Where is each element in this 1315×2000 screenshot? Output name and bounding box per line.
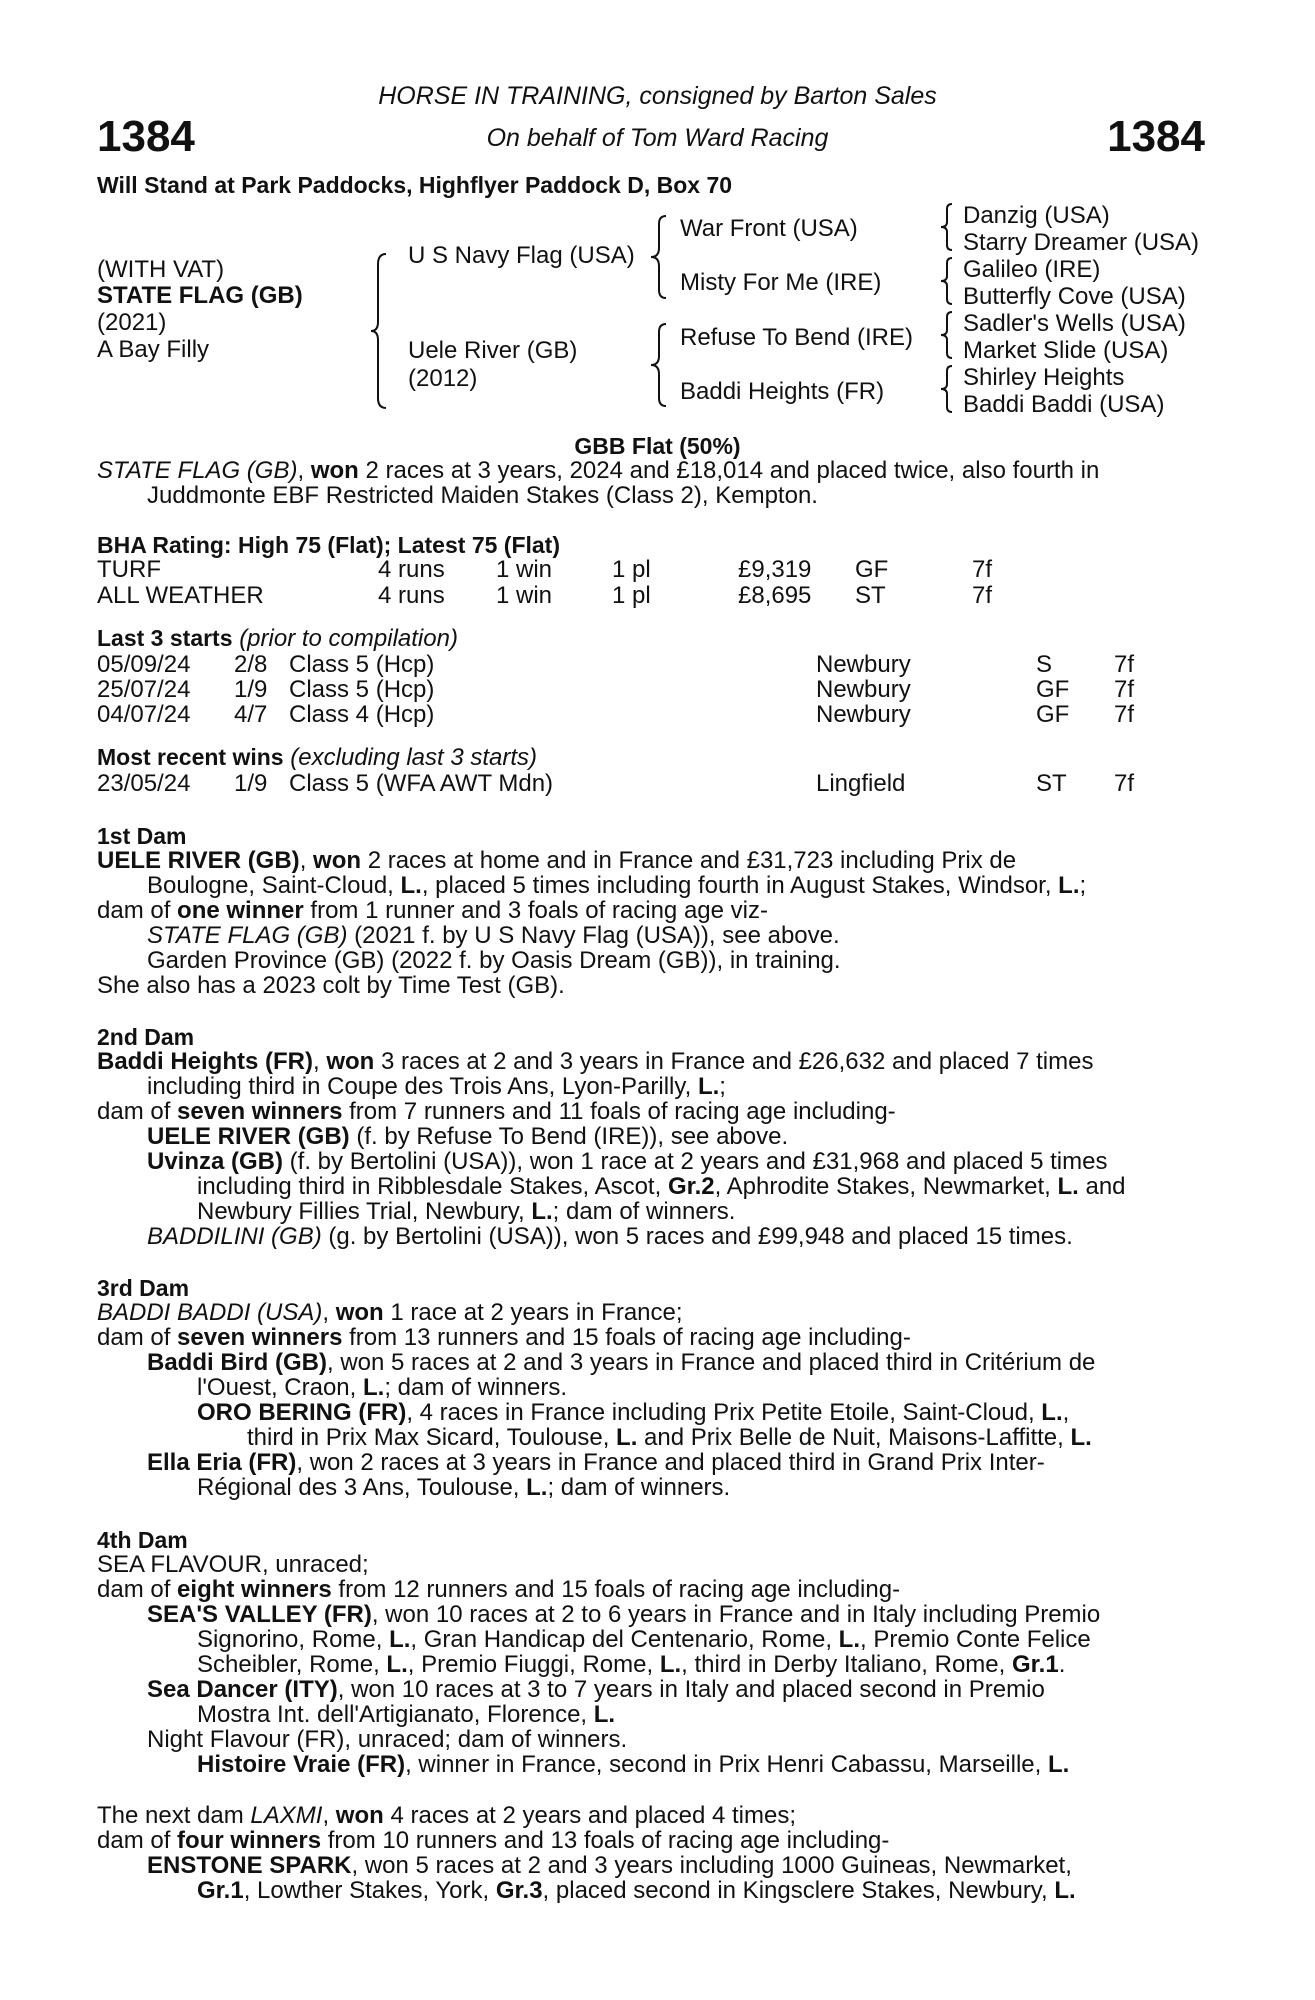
listed-badge: L.: [1070, 1424, 1092, 1451]
group-badge: Gr.1: [197, 1877, 244, 1904]
consignor-line: HORSE IN TRAINING, consigned by Barton Sales: [378, 82, 937, 110]
listed-badge: L.: [1058, 872, 1080, 899]
last3-row3-class: Class 4 (Hcp): [289, 701, 435, 728]
bha-turf-runs: 4 runs: [378, 556, 445, 583]
nextdam-l3-text: , won 5 races at 2 and 3 years including 1000 Guineas, Newmarket,: [351, 1852, 1072, 1879]
listed-badge: L.: [616, 1424, 638, 1451]
dam4-l2-pre: dam of: [97, 1576, 178, 1603]
dam3-l4-end: ; dam of winners.: [384, 1374, 568, 1401]
last3-title: Last 3 starts: [97, 625, 233, 651]
bha-aw-surface: ALL WEATHER: [97, 582, 264, 609]
dam4-l5-text3: , third in Derby Italiano, Rome,: [681, 1651, 1012, 1678]
bha-aw-distance: 7f: [972, 582, 993, 609]
dam2-won: won: [326, 1048, 375, 1075]
dam4-l7-text: Mostra Int. dell'Artigianato, Florence,: [197, 1701, 594, 1728]
bha-turf-going: GF: [855, 556, 889, 583]
listed-badge: L.: [838, 1626, 860, 1653]
dam2-l7-text: Newbury Fillies Trial, Newbury,: [197, 1198, 532, 1225]
group-badge: Gr.3: [495, 1877, 543, 1904]
listed-badge: L.: [386, 1651, 408, 1678]
dam1-l2-text2: , placed 5 times including fourth in August Stakes, Windsor,: [421, 872, 1059, 899]
dam3-line-2: [97, 1325, 911, 1350]
pedigree-brace: [940, 310, 954, 360]
last3-row1-going: S: [1036, 651, 1053, 678]
dam-sire: Refuse To Bend (IRE): [680, 324, 914, 351]
dam4-l3-text: , won 10 races at 2 to 6 years in France and in Italy including Premio: [371, 1601, 1101, 1628]
dam4-heading: 4th Dam: [97, 1527, 188, 1553]
listed-badge: L.: [593, 1701, 616, 1728]
last3-row1-date: 05/09/24: [97, 651, 191, 678]
vat-status: (WITH VAT): [97, 256, 225, 283]
nextdam-progeny: ENSTONE SPARK: [147, 1852, 352, 1879]
dam3-l6-text: third in Prix Max Sicard, Toulouse,: [247, 1424, 617, 1451]
dam4-l2-text: from 12 runners and 15 foals of racing age including-: [331, 1576, 901, 1603]
dam1-line-4: [147, 923, 840, 948]
last3-note: (prior to compilation): [239, 625, 458, 652]
recent-row1-date: 23/05/24: [97, 770, 191, 797]
sire-name: U S Navy Flag (USA): [408, 242, 635, 269]
recent-row1-going: ST: [1036, 770, 1067, 797]
dam3-progeny-1: Baddi Bird (GB): [147, 1349, 327, 1376]
horse-year: (2021): [97, 309, 167, 336]
dam3-heading: 3rd Dam: [97, 1275, 190, 1301]
listed-badge: L.: [1054, 1877, 1076, 1904]
on-behalf-line: On behalf of Tom Ward Racing: [486, 124, 829, 152]
dam2-l5-text: (f. by Bertolini (USA)), won 1 race at 2 years and £31,968 and placed 5 times: [283, 1148, 1108, 1175]
nextdam-name: LAXMI: [250, 1802, 323, 1829]
dam2-progeny-1: UELE RIVER (GB): [147, 1123, 350, 1150]
dam4-grandprogeny: Histoire Vraie (FR): [197, 1751, 406, 1778]
dam-name: Uele River (GB): [408, 337, 578, 364]
last3-row2-class: Class 5 (Hcp): [289, 676, 435, 703]
dam3-progeny-2: Ella Eria (FR): [147, 1449, 297, 1476]
dam3-name: BADDI BADDI (USA): [97, 1299, 323, 1326]
lot-number-left: 1384: [97, 112, 195, 161]
dam4-l5-text2: , Premio Fiuggi, Rome,: [407, 1651, 660, 1678]
summary-line-2: Juddmonte EBF Restricted Maiden Stakes (Class 2), Kempton.: [147, 482, 818, 509]
dam2-l6-text: including third in Ribblesdale Stakes, Ascot,: [197, 1173, 668, 1200]
bha-aw-going: ST: [855, 582, 886, 609]
dam-year: (2012): [408, 365, 478, 392]
dam3-line-8: [197, 1475, 730, 1500]
dam2-l3-pre: dam of: [97, 1098, 178, 1125]
nextdam-text: 4 races at 2 years and placed 4 times;: [383, 1802, 797, 1829]
summary-horse-name: STATE FLAG (GB): [97, 457, 298, 484]
dam3-l8-text: Régional des 3 Ans, Toulouse,: [197, 1474, 527, 1501]
dam1-line-5: Garden Province (GB) (2022 f. by Oasis Dream (GB)), in training.: [147, 947, 841, 974]
dam2-progeny-2: Uvinza (GB): [147, 1148, 284, 1175]
pedigree-brace: [370, 252, 388, 410]
nextdam-l4-text2: , placed second in Kingsclere Stakes, Newbury,: [542, 1877, 1055, 1904]
recent-note: (excluding last 3 starts): [290, 744, 538, 771]
last3-row1-pos: 2/8: [234, 651, 268, 678]
dam3-winners-count: seven winners: [177, 1324, 343, 1351]
listed-badge: L.: [1057, 1173, 1079, 1200]
dam4-line-2: [97, 1577, 900, 1602]
dam2-l2-text: including third in Coupe des Trois Ans, Lyon-Parilly,: [147, 1073, 698, 1100]
nextdam-l4-text: , Lowther Stakes, York,: [243, 1877, 496, 1904]
pedigree-brace: [940, 364, 954, 414]
last3-row3-pos: 4/7: [234, 701, 268, 728]
dam2-l8-text: (g. by Bertolini (USA)), won 5 races and £99,948 and placed 15 times.: [321, 1223, 1073, 1250]
dam2-l4-text: (f. by Refuse To Bend (IRE)), see above.: [349, 1123, 789, 1150]
listed-badge: L.: [531, 1198, 553, 1225]
dam1-won: won: [313, 847, 362, 874]
bha-turf-placed: 1 pl: [612, 556, 651, 583]
listed-badge: L.: [1041, 1399, 1063, 1426]
nextdam-line-4: [197, 1878, 1076, 1903]
dam2-line-8: [147, 1224, 1073, 1249]
listed-badge: L.: [659, 1651, 682, 1678]
nextdam-winners-count: four winners: [177, 1827, 322, 1854]
dam2-line-2: [147, 1074, 726, 1099]
dam1-line-2: [147, 873, 1086, 898]
bha-turf-distance: 7f: [972, 556, 993, 583]
nextdam-l2-text: from 10 runners and 13 foals of racing age including-: [321, 1827, 890, 1854]
dam3-grandprogeny: ORO BERING (FR): [197, 1399, 407, 1426]
sire-sire: War Front (USA): [680, 215, 858, 242]
dam2-progeny-3: BADDILINI (GB): [147, 1223, 322, 1250]
gbb-status: GBB Flat (50%): [574, 433, 741, 459]
dam2-line-4: [147, 1124, 788, 1149]
listed-badge: L.: [389, 1626, 411, 1653]
recent-heading: [97, 745, 537, 770]
dam2-line-3: [97, 1099, 896, 1124]
dsd-name: Market Slide (USA): [963, 337, 1169, 364]
last3-row3-going: GF: [1036, 701, 1070, 728]
recent-row1-course: Lingfield: [816, 770, 906, 797]
dam2-line-6: [197, 1174, 1126, 1199]
dam-dam: Baddi Heights (FR): [680, 378, 885, 405]
recent-title: Most recent wins: [97, 744, 284, 770]
nextdam-line-3: [147, 1853, 1072, 1878]
nextdam-line-1: [97, 1803, 796, 1828]
dam1-l4-text: (2021 f. by U S Navy Flag (USA)), see above.: [347, 922, 840, 949]
nextdam-line-2: [97, 1828, 889, 1853]
dam4-l5-text: Scheibler, Rome,: [197, 1651, 387, 1678]
listed-badge: L.: [526, 1474, 548, 1501]
dam2-line-1: Baddi Heights (FR), won 3 races at 2 and 3 years in France and £26,632 and placed 7 times: [97, 1048, 1094, 1075]
dam1-progeny-name: STATE FLAG (GB): [147, 922, 348, 949]
bha-turf-money: £9,319: [738, 556, 812, 583]
dam2-l6-end: and: [1078, 1173, 1126, 1200]
group-badge: Gr.1: [1011, 1651, 1059, 1678]
dam3-l6-text2: and Prix Belle de Nuit, Maisons-Laffitte,: [637, 1424, 1071, 1451]
dam4-l4-text2: , Gran Handicap del Centenario, Rome,: [410, 1626, 839, 1653]
dam4-line-6: [147, 1677, 1045, 1702]
dam3-line-6: [247, 1425, 1092, 1450]
bha-rating-title: BHA Rating: High 75 (Flat); Latest 75 (Flat): [97, 532, 560, 558]
last3-row2-dist: 7f: [1114, 676, 1135, 703]
summary-won: won: [310, 457, 359, 484]
horse-name: STATE FLAG (GB): [97, 282, 303, 309]
dam4-l4-text3: , Premio Conte Felice: [859, 1626, 1091, 1653]
dam4-line-9: [197, 1752, 1069, 1777]
dam3-l8-end: ; dam of winners.: [547, 1474, 731, 1501]
bha-aw-wins: 1 win: [496, 582, 553, 609]
recent-row1-dist: 7f: [1114, 770, 1135, 797]
listed-badge: L.: [697, 1073, 720, 1100]
dam4-l9-text: , winner in France, second in Prix Henri Cabassu, Marseille,: [405, 1751, 1048, 1778]
summary-text: 2 races at 3 years, 2024 and £18,014 and placed twice, also fourth in: [358, 457, 1100, 484]
dam1-text: 2 races at home and in France and £31,723 including Prix de: [361, 847, 1017, 874]
ddd-name: Baddi Baddi (USA): [963, 391, 1165, 418]
sss-name: Danzig (USA): [963, 202, 1110, 229]
dam4-line-1: SEA FLAVOUR, unraced;: [97, 1551, 369, 1578]
dam1-line-1: UELE RIVER (GB), won 2 races at home and in France and £31,723 including Prix de: [97, 847, 1017, 874]
dds-name: Shirley Heights: [963, 364, 1125, 391]
dam3-won: won: [335, 1299, 384, 1326]
dam4-line-7: [197, 1702, 615, 1727]
dam2-l6-text2: , Aphrodite Stakes, Newmarket,: [714, 1173, 1058, 1200]
last3-row3-date: 04/07/24: [97, 701, 191, 728]
sds-name: Galileo (IRE): [963, 256, 1101, 283]
dam4-l4-text: Signorino, Rome,: [197, 1626, 390, 1653]
dam2-heading: 2nd Dam: [97, 1024, 195, 1050]
dam2-winners-count: seven winners: [177, 1098, 343, 1125]
dam1-winners-count: one winner: [177, 897, 304, 924]
pedigree-brace: [650, 322, 668, 408]
dam1-line-6: She also has a 2023 colt by Time Test (GB).: [97, 972, 565, 999]
dam2-text: 3 races at 2 and 3 years in France and £26,632 and placed 7 times: [374, 1048, 1094, 1075]
dam4-l5-end: .: [1058, 1651, 1066, 1678]
dam3-l5-end: ,: [1062, 1399, 1070, 1426]
bha-aw-money: £8,695: [738, 582, 812, 609]
dam1-line-3: [97, 898, 768, 923]
bha-aw-runs: 4 runs: [378, 582, 445, 609]
dam4-line-8: Night Flavour (FR), unraced; dam of winners.: [147, 1726, 628, 1753]
dam1-l2-end: ;: [1079, 872, 1087, 899]
dam2-line-7: [197, 1199, 735, 1224]
dam3-l5-text: , 4 races in France including Prix Petite Etoile, Saint-Cloud,: [406, 1399, 1042, 1426]
dam3-l3-text: , won 5 races at 2 and 3 years in France and placed third in Critérium de: [327, 1349, 1096, 1376]
dam4-winners-count: eight winners: [177, 1576, 332, 1603]
dam1-heading: 1st Dam: [97, 823, 187, 849]
dam3-l4-text: l'Ouest, Craon,: [197, 1374, 363, 1401]
sire-dam: Misty For Me (IRE): [680, 269, 882, 296]
bha-aw-placed: 1 pl: [612, 582, 651, 609]
dss-name: Sadler's Wells (USA): [963, 310, 1186, 337]
stand-location: Will Stand at Park Paddocks, Highflyer Paddock D, Box 70: [97, 172, 733, 198]
nextdam-won: won: [335, 1802, 384, 1829]
ssd-name: Starry Dreamer (USA): [963, 229, 1200, 256]
horse-description: A Bay Filly: [97, 336, 210, 363]
last3-row2-going: GF: [1036, 676, 1070, 703]
nextdam-sep: ,: [322, 1802, 336, 1829]
dam4-line-4: [197, 1627, 1091, 1652]
dam2-name: Baddi Heights (FR): [97, 1048, 313, 1075]
lot-number-right: 1384: [1107, 112, 1205, 161]
dam4-progeny-1: SEA'S VALLEY (FR): [147, 1601, 372, 1628]
dam3-line-7: [147, 1450, 1045, 1475]
dam4-l6-text: , won 10 races at 3 to 7 years in Italy and placed second in Premio: [337, 1676, 1045, 1703]
dam4-line-3: [147, 1602, 1100, 1627]
dam3-l2-pre: dam of: [97, 1324, 178, 1351]
summary-line-1: STATE FLAG (GB), won 2 races at 3 years, 2024 and £18,014 and placed twice, also fourth in: [97, 457, 1100, 484]
last3-row2-course: Newbury: [816, 676, 911, 703]
last3-row3-course: Newbury: [816, 701, 911, 728]
nextdam-l2-pre: dam of: [97, 1827, 178, 1854]
dam1-name: UELE RIVER (GB): [97, 847, 300, 874]
listed-badge: L.: [362, 1374, 385, 1401]
dam4-line-5: [197, 1652, 1065, 1677]
dam2-l3-text: from 7 runners and 11 foals of racing age including-: [342, 1098, 896, 1125]
listed-badge: L.: [1048, 1751, 1070, 1778]
sdd-name: Butterfly Cove (USA): [963, 283, 1186, 310]
listed-badge: L.: [400, 872, 422, 899]
last3-row2-date: 25/07/24: [97, 676, 191, 703]
dam3-line-5: [197, 1400, 1069, 1425]
dam1-l3-pre: dam of: [97, 897, 178, 924]
dam1-l2-text: Boulogne, Saint-Cloud,: [147, 872, 401, 899]
dam4-progeny-2: Sea Dancer (ITY): [147, 1676, 338, 1703]
last3-heading: [97, 626, 458, 651]
dam3-line-3: [147, 1350, 1095, 1375]
last3-row3-dist: 7f: [1114, 701, 1135, 728]
dam3-l7-text: , won 2 races at 3 years in France and placed third in Grand Prix Inter-: [296, 1449, 1045, 1476]
last3-row2-pos: 1/9: [234, 676, 268, 703]
dam3-l2-text: from 13 runners and 15 foals of racing age including-: [342, 1324, 911, 1351]
last3-row1-course: Newbury: [816, 651, 911, 678]
pedigree-brace: [650, 214, 668, 300]
last3-row1-class: Class 5 (Hcp): [289, 651, 435, 678]
last3-row1-dist: 7f: [1114, 651, 1135, 678]
recent-row1-pos: 1/9: [234, 770, 268, 797]
nextdam-pre: The next dam: [97, 1802, 251, 1829]
recent-row1-class: Class 5 (WFA AWT Mdn): [289, 770, 554, 797]
pedigree-brace: [940, 202, 954, 252]
pedigree-brace: [940, 256, 954, 306]
dam1-l3-text: from 1 runner and 3 foals of racing age viz-: [303, 897, 768, 924]
dam2-l2-end: ;: [719, 1073, 726, 1100]
dam3-line-1: BADDI BADDI (USA), won 1 race at 2 years in France;: [97, 1299, 683, 1326]
dam2-line-5: [147, 1149, 1107, 1174]
bha-turf-wins: 1 win: [496, 556, 553, 583]
dam3-text: 1 race at 2 years in France;: [383, 1299, 683, 1326]
dam2-l7-end: ; dam of winners.: [552, 1198, 736, 1225]
group-badge: Gr.2: [667, 1173, 715, 1200]
dam3-line-4: [197, 1375, 567, 1400]
bha-turf-surface: TURF: [97, 556, 161, 583]
